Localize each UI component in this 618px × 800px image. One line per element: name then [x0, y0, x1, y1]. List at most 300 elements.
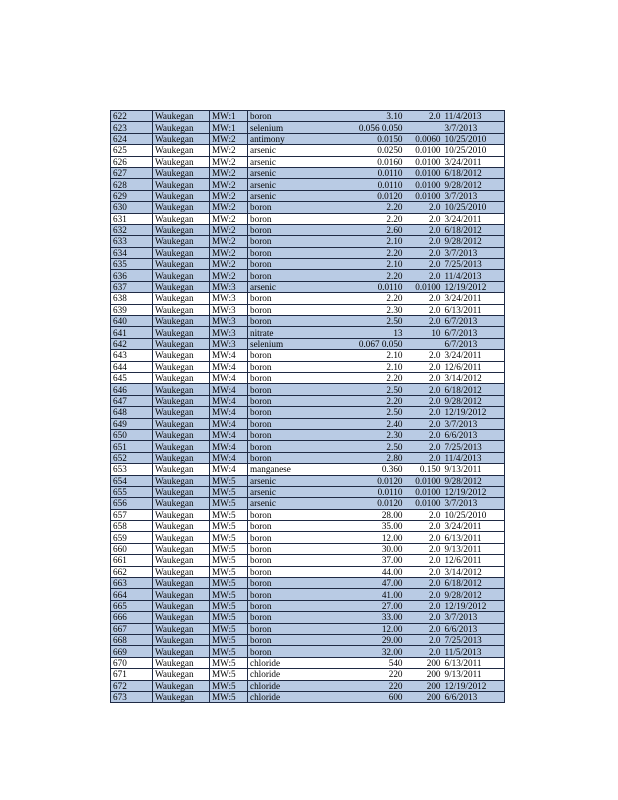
- row-number: 667: [111, 623, 153, 634]
- parameter-cell: boron: [248, 202, 305, 213]
- parameter-cell: antimony: [248, 133, 305, 144]
- well-cell: MW:4: [210, 350, 248, 361]
- table-row: [111, 167, 505, 178]
- concentration-cell: 0.0120: [305, 475, 405, 486]
- well-cell: MW:3: [210, 281, 248, 292]
- site-cell: Waukegan: [153, 122, 210, 133]
- table-row: [111, 179, 505, 190]
- concentration-cell: 2.10: [305, 259, 405, 270]
- date-cell: 7/25/2013: [443, 634, 505, 645]
- row-number: 642: [111, 338, 153, 349]
- standard-cell: 2.0: [405, 634, 443, 645]
- date-cell: 3/24/2011: [443, 156, 505, 167]
- parameter-cell: boron: [248, 304, 305, 315]
- site-cell: Waukegan: [153, 202, 210, 213]
- standard-cell: 2.0: [405, 111, 443, 122]
- table-row: [111, 634, 505, 645]
- row-number: 633: [111, 236, 153, 247]
- well-cell: MW:5: [210, 475, 248, 486]
- table-row: [111, 600, 505, 611]
- date-cell: 9/28/2012: [443, 179, 505, 190]
- row-number: 658: [111, 521, 153, 532]
- standard-cell: 10: [405, 327, 443, 338]
- row-number: 673: [111, 691, 153, 702]
- date-cell: 3/7/2013: [443, 418, 505, 429]
- site-cell: Waukegan: [153, 145, 210, 156]
- table-row: [111, 429, 505, 440]
- standard-cell: 0.0100: [405, 475, 443, 486]
- standard-cell: [405, 338, 443, 349]
- site-cell: Waukegan: [153, 646, 210, 657]
- site-cell: Waukegan: [153, 521, 210, 532]
- date-cell: 10/25/2010: [443, 133, 505, 144]
- well-cell: MW:5: [210, 578, 248, 589]
- well-cell: MW:5: [210, 509, 248, 520]
- concentration-cell: 12.00: [305, 532, 405, 543]
- table-row: [111, 372, 505, 383]
- standard-cell: 2.0: [405, 543, 443, 554]
- concentration-cell: 47.00: [305, 578, 405, 589]
- concentration-cell: 33.00: [305, 612, 405, 623]
- site-cell: Waukegan: [153, 623, 210, 634]
- parameter-cell: boron: [248, 634, 305, 645]
- concentration-cell: 2.20: [305, 293, 405, 304]
- exceedance-table: [110, 110, 505, 703]
- concentration-cell: 28.00: [305, 509, 405, 520]
- date-cell: 3/7/2013: [443, 498, 505, 509]
- site-cell: Waukegan: [153, 111, 210, 122]
- table-row: [111, 361, 505, 372]
- row-number: 636: [111, 270, 153, 281]
- site-cell: Waukegan: [153, 224, 210, 235]
- concentration-cell: 220: [305, 669, 405, 680]
- site-cell: Waukegan: [153, 691, 210, 702]
- well-cell: MW:5: [210, 555, 248, 566]
- well-cell: MW:5: [210, 589, 248, 600]
- table-row: [111, 646, 505, 657]
- well-cell: MW:5: [210, 623, 248, 634]
- date-cell: 12/19/2012: [443, 680, 505, 691]
- standard-cell: 0.0100: [405, 145, 443, 156]
- site-cell: Waukegan: [153, 669, 210, 680]
- parameter-cell: boron: [248, 259, 305, 270]
- standard-cell: 2.0: [405, 407, 443, 418]
- well-cell: MW:5: [210, 566, 248, 577]
- site-cell: Waukegan: [153, 281, 210, 292]
- site-cell: Waukegan: [153, 464, 210, 475]
- concentration-cell: 32.00: [305, 646, 405, 657]
- date-cell: 9/13/2011: [443, 543, 505, 554]
- concentration-cell: 2.20: [305, 372, 405, 383]
- date-cell: 6/7/2013: [443, 316, 505, 327]
- standard-cell: 0.0100: [405, 167, 443, 178]
- well-cell: MW:2: [210, 179, 248, 190]
- site-cell: Waukegan: [153, 600, 210, 611]
- row-number: 644: [111, 361, 153, 372]
- well-cell: MW:3: [210, 293, 248, 304]
- standard-cell: 2.0: [405, 293, 443, 304]
- parameter-cell: boron: [248, 293, 305, 304]
- parameter-cell: boron: [248, 316, 305, 327]
- table-row: [111, 566, 505, 577]
- row-number: 666: [111, 612, 153, 623]
- standard-cell: 0.150: [405, 464, 443, 475]
- parameter-cell: arsenic: [248, 156, 305, 167]
- row-number: 670: [111, 657, 153, 668]
- row-number: 664: [111, 589, 153, 600]
- date-cell: 6/6/2013: [443, 623, 505, 634]
- well-cell: MW:5: [210, 543, 248, 554]
- table-row: [111, 384, 505, 395]
- table-row: [111, 202, 505, 213]
- date-cell: 6/6/2013: [443, 429, 505, 440]
- date-cell: 12/19/2012: [443, 281, 505, 292]
- table-row: [111, 304, 505, 315]
- well-cell: MW:5: [210, 486, 248, 497]
- row-number: 654: [111, 475, 153, 486]
- standard-cell: 2.0: [405, 247, 443, 258]
- standard-cell: 2.0: [405, 202, 443, 213]
- site-cell: Waukegan: [153, 407, 210, 418]
- concentration-cell: 600: [305, 691, 405, 702]
- well-cell: MW:5: [210, 691, 248, 702]
- site-cell: Waukegan: [153, 566, 210, 577]
- table-row: [111, 657, 505, 668]
- concentration-cell: 12.00: [305, 623, 405, 634]
- concentration-cell: 2.20: [305, 202, 405, 213]
- site-cell: Waukegan: [153, 247, 210, 258]
- concentration-cell: 3.10: [305, 111, 405, 122]
- well-cell: MW:4: [210, 418, 248, 429]
- row-number: 630: [111, 202, 153, 213]
- row-number: 649: [111, 418, 153, 429]
- well-cell: MW:2: [210, 213, 248, 224]
- parameter-cell: boron: [248, 600, 305, 611]
- parameter-cell: boron: [248, 407, 305, 418]
- well-cell: MW:5: [210, 600, 248, 611]
- well-cell: MW:2: [210, 167, 248, 178]
- standard-cell: [405, 122, 443, 133]
- parameter-cell: boron: [248, 213, 305, 224]
- site-cell: Waukegan: [153, 589, 210, 600]
- row-number: 629: [111, 190, 153, 201]
- standard-cell: 2.0: [405, 612, 443, 623]
- date-cell: 11/4/2013: [443, 111, 505, 122]
- row-number: 627: [111, 167, 153, 178]
- row-number: 660: [111, 543, 153, 554]
- table-row: [111, 327, 505, 338]
- parameter-cell: arsenic: [248, 475, 305, 486]
- site-cell: Waukegan: [153, 236, 210, 247]
- standard-cell: 2.0: [405, 224, 443, 235]
- well-cell: MW:4: [210, 452, 248, 463]
- date-cell: 3/24/2011: [443, 350, 505, 361]
- concentration-cell: 0.0110: [305, 281, 405, 292]
- table-row: [111, 281, 505, 292]
- row-number: 632: [111, 224, 153, 235]
- row-number: 648: [111, 407, 153, 418]
- parameter-cell: chloride: [248, 680, 305, 691]
- concentration-cell: 0.360: [305, 464, 405, 475]
- concentration-cell: 44.00: [305, 566, 405, 577]
- table-row: [111, 190, 505, 201]
- well-cell: MW:4: [210, 429, 248, 440]
- standard-cell: 200: [405, 657, 443, 668]
- concentration-cell: 2.10: [305, 236, 405, 247]
- well-cell: MW:4: [210, 407, 248, 418]
- date-cell: 3/7/2013: [443, 122, 505, 133]
- standard-cell: 2.0: [405, 509, 443, 520]
- date-cell: 12/6/2011: [443, 555, 505, 566]
- standard-cell: 2.0: [405, 646, 443, 657]
- date-cell: 10/25/2010: [443, 202, 505, 213]
- date-cell: 12/19/2012: [443, 600, 505, 611]
- parameter-cell: boron: [248, 111, 305, 122]
- parameter-cell: arsenic: [248, 281, 305, 292]
- parameter-cell: boron: [248, 224, 305, 235]
- well-cell: MW:5: [210, 521, 248, 532]
- table-row: [111, 418, 505, 429]
- parameter-cell: boron: [248, 361, 305, 372]
- standard-cell: 2.0: [405, 372, 443, 383]
- date-cell: 12/6/2011: [443, 361, 505, 372]
- table-row: [111, 441, 505, 452]
- standard-cell: 0.0100: [405, 281, 443, 292]
- site-cell: Waukegan: [153, 304, 210, 315]
- concentration-cell: 220: [305, 680, 405, 691]
- standard-cell: 2.0: [405, 441, 443, 452]
- table-row: [111, 236, 505, 247]
- site-cell: Waukegan: [153, 634, 210, 645]
- row-number: 656: [111, 498, 153, 509]
- row-number: 661: [111, 555, 153, 566]
- well-cell: MW:4: [210, 372, 248, 383]
- parameter-cell: boron: [248, 543, 305, 554]
- table-row: [111, 532, 505, 543]
- date-cell: 6/13/2011: [443, 657, 505, 668]
- parameter-cell: boron: [248, 646, 305, 657]
- concentration-cell: 2.10: [305, 350, 405, 361]
- table-row: [111, 111, 505, 122]
- concentration-cell: 2.20: [305, 270, 405, 281]
- concentration-cell: 540: [305, 657, 405, 668]
- well-cell: MW:2: [210, 224, 248, 235]
- date-cell: 11/4/2013: [443, 452, 505, 463]
- concentration-cell: 0.0250: [305, 145, 405, 156]
- standard-cell: 2.0: [405, 532, 443, 543]
- standard-cell: 2.0: [405, 350, 443, 361]
- concentration-cell: 29.00: [305, 634, 405, 645]
- well-cell: MW:2: [210, 247, 248, 258]
- site-cell: Waukegan: [153, 680, 210, 691]
- parameter-cell: boron: [248, 372, 305, 383]
- parameter-cell: boron: [248, 441, 305, 452]
- row-number: 669: [111, 646, 153, 657]
- row-number: 650: [111, 429, 153, 440]
- row-number: 659: [111, 532, 153, 543]
- site-cell: Waukegan: [153, 384, 210, 395]
- parameter-cell: arsenic: [248, 167, 305, 178]
- parameter-cell: arsenic: [248, 498, 305, 509]
- row-number: 665: [111, 600, 153, 611]
- concentration-cell: 0.0110: [305, 179, 405, 190]
- table-row: [111, 680, 505, 691]
- site-cell: Waukegan: [153, 498, 210, 509]
- parameter-cell: boron: [248, 532, 305, 543]
- well-cell: MW:2: [210, 156, 248, 167]
- date-cell: 6/18/2012: [443, 167, 505, 178]
- well-cell: MW:5: [210, 646, 248, 657]
- table-row: [111, 589, 505, 600]
- standard-cell: 2.0: [405, 270, 443, 281]
- parameter-cell: arsenic: [248, 190, 305, 201]
- concentration-cell: 0.0120: [305, 190, 405, 201]
- table-row: [111, 509, 505, 520]
- row-number: 631: [111, 213, 153, 224]
- parameter-cell: selenium: [248, 122, 305, 133]
- parameter-cell: selenium: [248, 338, 305, 349]
- concentration-cell: 13: [305, 327, 405, 338]
- standard-cell: 2.0: [405, 418, 443, 429]
- well-cell: MW:3: [210, 338, 248, 349]
- date-cell: 11/4/2013: [443, 270, 505, 281]
- concentration-cell: 2.50: [305, 441, 405, 452]
- site-cell: Waukegan: [153, 543, 210, 554]
- parameter-cell: chloride: [248, 691, 305, 702]
- well-cell: MW:2: [210, 190, 248, 201]
- standard-cell: 2.0: [405, 521, 443, 532]
- parameter-cell: boron: [248, 236, 305, 247]
- date-cell: 6/7/2013: [443, 338, 505, 349]
- standard-cell: 2.0: [405, 555, 443, 566]
- parameter-cell: boron: [248, 429, 305, 440]
- well-cell: MW:5: [210, 657, 248, 668]
- concentration-cell: 0.0110: [305, 167, 405, 178]
- site-cell: Waukegan: [153, 156, 210, 167]
- parameter-cell: chloride: [248, 669, 305, 680]
- site-cell: Waukegan: [153, 350, 210, 361]
- standard-cell: 200: [405, 691, 443, 702]
- standard-cell: 2.0: [405, 452, 443, 463]
- well-cell: MW:5: [210, 669, 248, 680]
- parameter-cell: boron: [248, 247, 305, 258]
- date-cell: 10/25/2010: [443, 509, 505, 520]
- site-cell: Waukegan: [153, 441, 210, 452]
- parameter-cell: boron: [248, 521, 305, 532]
- standard-cell: 0.0100: [405, 498, 443, 509]
- site-cell: Waukegan: [153, 327, 210, 338]
- table-row: [111, 316, 505, 327]
- standard-cell: 2.0: [405, 213, 443, 224]
- parameter-cell: boron: [248, 350, 305, 361]
- date-cell: 6/6/2013: [443, 691, 505, 702]
- row-number: 672: [111, 680, 153, 691]
- site-cell: Waukegan: [153, 316, 210, 327]
- table-row: [111, 338, 505, 349]
- standard-cell: 2.0: [405, 361, 443, 372]
- well-cell: MW:2: [210, 133, 248, 144]
- date-cell: 6/18/2012: [443, 224, 505, 235]
- date-cell: 9/28/2012: [443, 395, 505, 406]
- site-cell: Waukegan: [153, 418, 210, 429]
- concentration-cell: 2.60: [305, 224, 405, 235]
- table-row: [111, 669, 505, 680]
- standard-cell: 200: [405, 680, 443, 691]
- row-number: 628: [111, 179, 153, 190]
- table-row: [111, 555, 505, 566]
- row-number: 657: [111, 509, 153, 520]
- table-row: [111, 452, 505, 463]
- well-cell: MW:4: [210, 361, 248, 372]
- site-cell: Waukegan: [153, 167, 210, 178]
- row-number: 641: [111, 327, 153, 338]
- concentration-cell: 2.30: [305, 429, 405, 440]
- well-cell: MW:5: [210, 680, 248, 691]
- row-number: 634: [111, 247, 153, 258]
- parameter-cell: boron: [248, 589, 305, 600]
- site-cell: Waukegan: [153, 133, 210, 144]
- well-cell: MW:3: [210, 327, 248, 338]
- concentration-cell: 27.00: [305, 600, 405, 611]
- table-row: [111, 122, 505, 133]
- table-row: [111, 407, 505, 418]
- well-cell: MW:3: [210, 316, 248, 327]
- parameter-cell: boron: [248, 395, 305, 406]
- concentration-cell: 2.30: [305, 304, 405, 315]
- concentration-cell: 30.00: [305, 543, 405, 554]
- date-cell: 6/13/2011: [443, 304, 505, 315]
- site-cell: Waukegan: [153, 578, 210, 589]
- site-cell: Waukegan: [153, 509, 210, 520]
- parameter-cell: boron: [248, 578, 305, 589]
- concentration-cell: 2.20: [305, 213, 405, 224]
- concentration-cell: 35.00: [305, 521, 405, 532]
- date-cell: 3/24/2011: [443, 213, 505, 224]
- date-cell: 3/14/2012: [443, 566, 505, 577]
- row-number: 626: [111, 156, 153, 167]
- standard-cell: 2.0: [405, 623, 443, 634]
- standard-cell: 0.0100: [405, 190, 443, 201]
- well-cell: MW:2: [210, 145, 248, 156]
- table-row: [111, 691, 505, 702]
- table-row: [111, 293, 505, 304]
- standard-cell: 0.0060: [405, 133, 443, 144]
- date-cell: 10/25/2010: [443, 145, 505, 156]
- concentration-cell: 2.20: [305, 395, 405, 406]
- site-cell: Waukegan: [153, 270, 210, 281]
- table-row: [111, 224, 505, 235]
- date-cell: 7/25/2013: [443, 441, 505, 452]
- table-row: [111, 498, 505, 509]
- row-number: 635: [111, 259, 153, 270]
- table-row: [111, 623, 505, 634]
- site-cell: Waukegan: [153, 475, 210, 486]
- row-number: 625: [111, 145, 153, 156]
- table-body: [111, 111, 505, 703]
- row-number: 623: [111, 122, 153, 133]
- date-cell: 9/28/2012: [443, 589, 505, 600]
- date-cell: 9/28/2012: [443, 236, 505, 247]
- site-cell: Waukegan: [153, 612, 210, 623]
- table-row: [111, 543, 505, 554]
- row-number: 663: [111, 578, 153, 589]
- concentration-cell: 2.10: [305, 361, 405, 372]
- site-cell: Waukegan: [153, 361, 210, 372]
- concentration-cell: 2.50: [305, 384, 405, 395]
- well-cell: MW:5: [210, 612, 248, 623]
- row-number: 637: [111, 281, 153, 292]
- well-cell: MW:2: [210, 236, 248, 247]
